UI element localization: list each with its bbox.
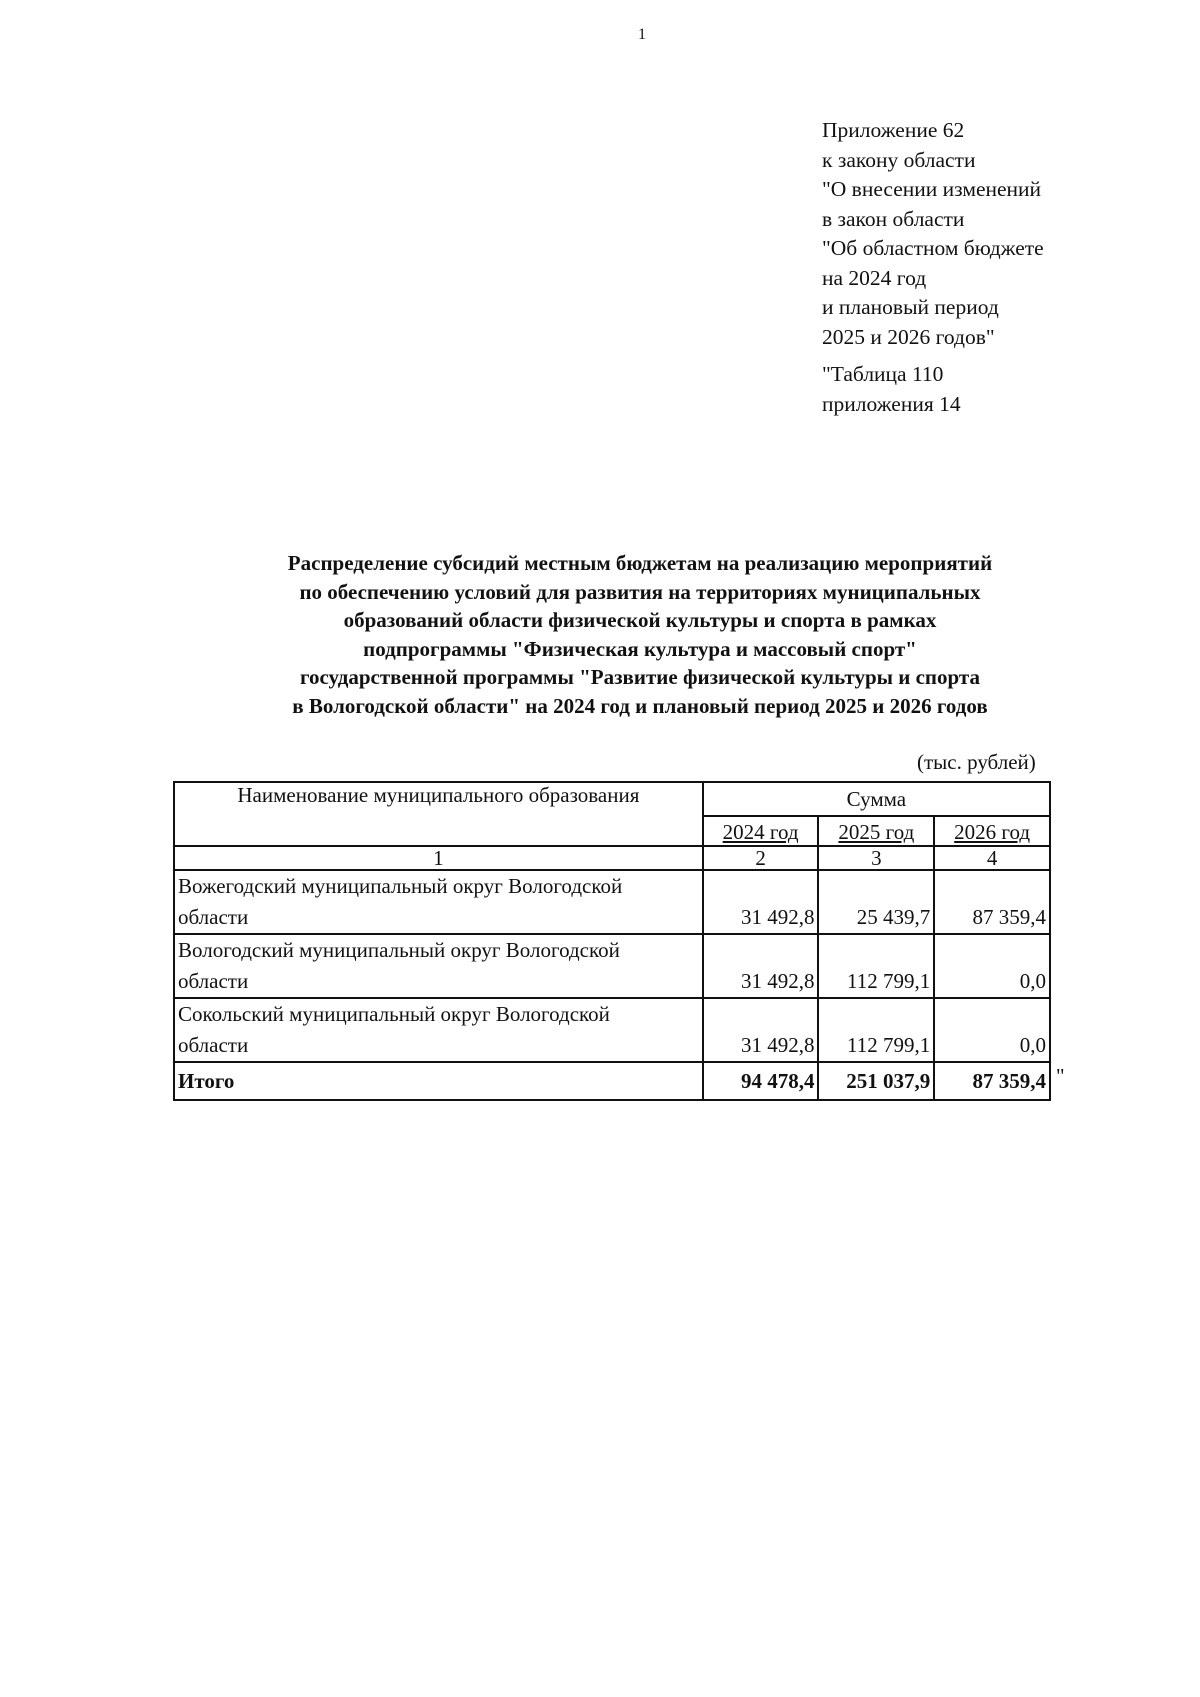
appendix-line: "О внесении изменений [822,177,1042,201]
municipality-name [174,934,703,998]
document-title [140,549,1140,720]
value-2026: 0,0 [934,998,1050,1062]
closing-quote: " [1056,1064,1065,1088]
name-line: Вологодский муниципальный округ Вологодской [178,938,620,962]
column-number: 2 [703,846,819,870]
header-row [174,782,1050,816]
appendix-gap [822,352,1044,360]
total-2025: 251 037,9 [818,1062,934,1100]
appendix-line: на 2024 год [822,265,927,290]
header-year-cell [818,816,934,846]
table-reference-line: приложения 14 [822,391,961,416]
year-label: 2024 год [722,820,799,844]
name-line: Вожегодский муниципальный округ Вологодской [178,874,623,898]
appendix-line: 2025 и 2026 годов" [822,324,995,349]
value-2024: 31 492,8 [703,934,819,998]
municipality-name [174,998,703,1062]
appendix-line: в закон области [822,206,965,231]
name-line: области [178,969,249,993]
table-row [174,870,1050,934]
total-2026: 87 359,4 [934,1062,1050,1100]
appendix-line: и плановый период [822,295,999,319]
title-line: образований области физической культуры и спорта в рамках [343,608,937,632]
value-2024: 31 492,8 [703,998,819,1062]
total-row [174,1062,1050,1100]
appendix-line: Приложение 62 [822,118,965,142]
column-number: 3 [818,846,934,870]
value-2025: 25 439,7 [818,870,934,934]
table-reference-line: "Таблица 110 [822,362,944,386]
value-2026: 87 359,4 [934,870,1050,934]
title-line: по обеспечению условий для развития на территориях муниципальных [299,579,981,604]
year-label: 2025 год [838,820,915,844]
total-2024: 94 478,4 [703,1062,819,1100]
appendix-line: к закону области [822,147,976,172]
year-label: 2026 год [954,820,1031,844]
name-line: области [178,905,249,929]
value-2024: 31 492,8 [703,870,819,934]
title-line: в Вологодской области" на 2024 год и плановый период 2025 и 2026 годов [292,693,988,718]
header-year-cell [703,816,819,846]
title-line: Распределение субсидий местным бюджетам на реализацию мероприятий [287,551,993,575]
header-year-cell [934,816,1050,846]
total-label: Итого [174,1062,703,1100]
name-line: Сокольский муниципальный округ Вологодской [178,1002,610,1026]
table-row [174,998,1050,1062]
value-2026: 0,0 [934,934,1050,998]
header-name-cell: Наименование муниципального образования [174,782,703,846]
appendix-header [822,116,1044,419]
title-line: государственной программы "Развитие физической культуры и спорта [299,665,981,689]
municipality-name [174,870,703,934]
column-number-row [174,846,1050,870]
header-sum-cell: Сумма [703,782,1050,816]
appendix-line: "Об областном бюджете [822,236,1044,260]
value-2025: 112 799,1 [818,998,934,1062]
subsidy-table [173,781,1051,1101]
page-number: 1 [638,26,646,43]
name-line: области [178,1033,249,1057]
column-number: 1 [174,846,703,870]
table-row [174,934,1050,998]
units-label: (тыс. рублей) [917,750,1036,774]
title-line: подпрограммы "Физическая культура и массовый спорт" [363,636,917,661]
value-2025: 112 799,1 [818,934,934,998]
column-number: 4 [934,846,1050,870]
